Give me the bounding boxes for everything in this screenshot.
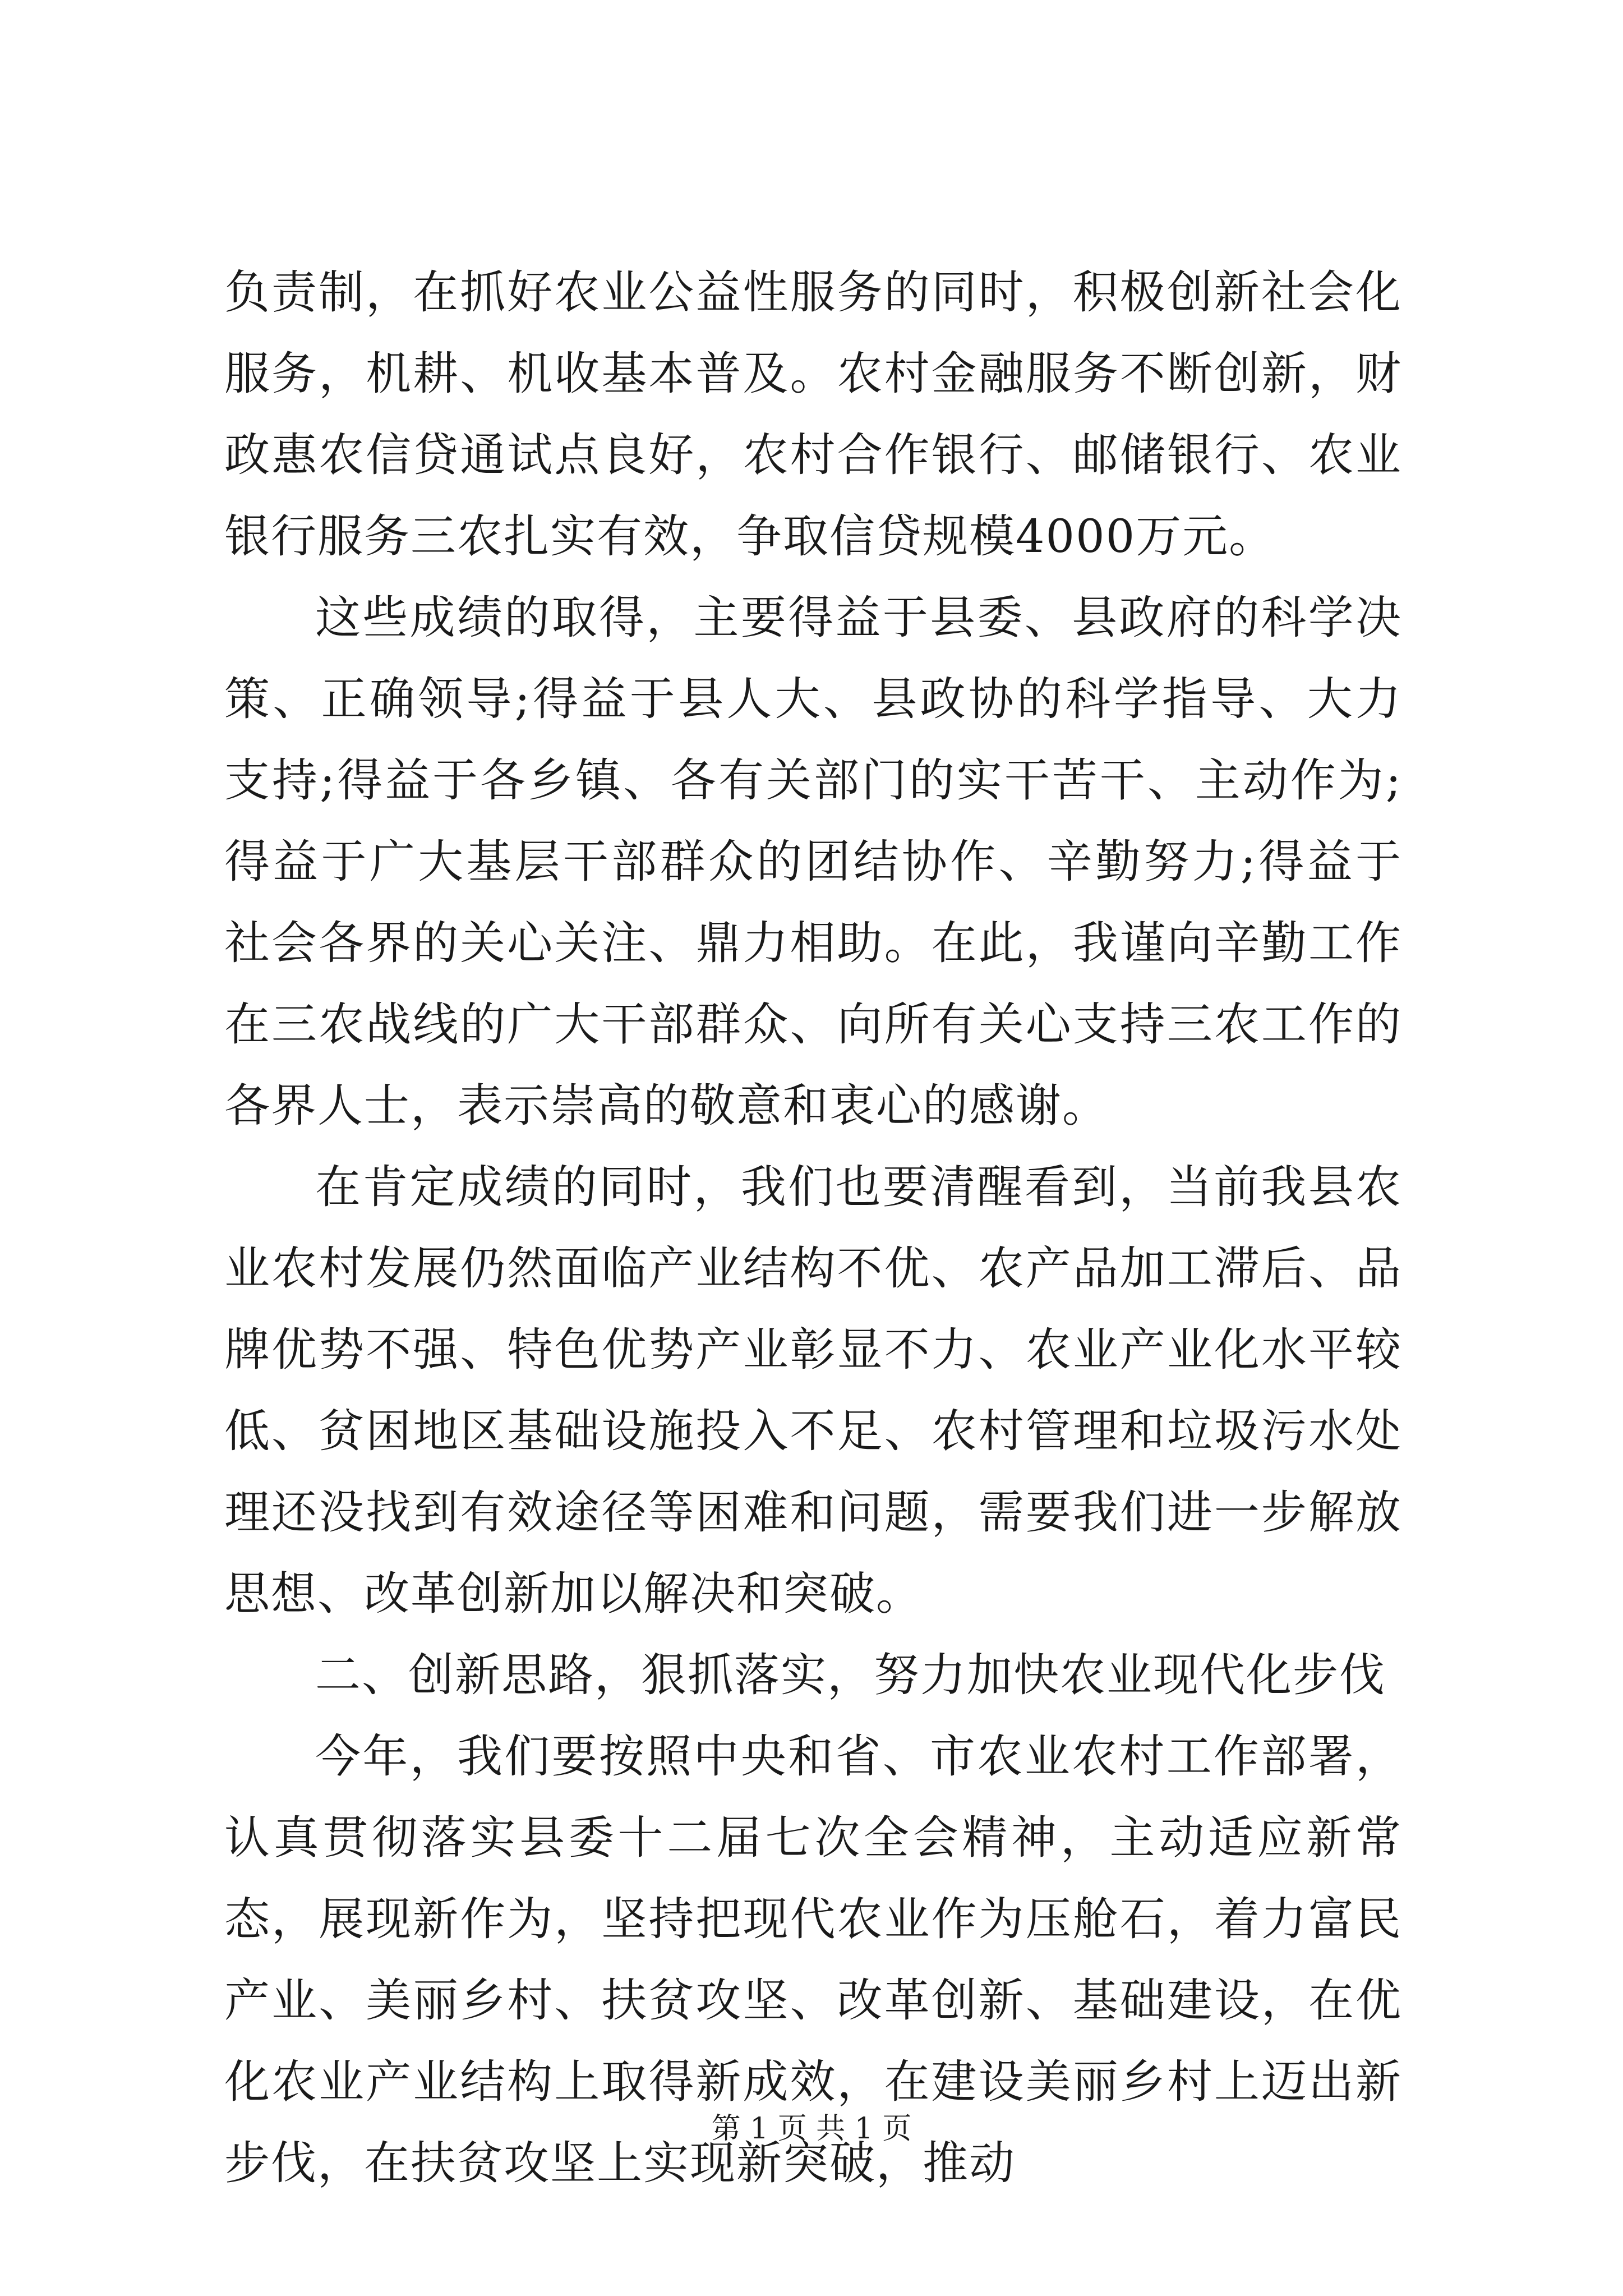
paragraph-achievements: 这些成绩的取得，主要得益于县委、县政府的科学决策、正确领导;得益于县人大、县政协的科学指导、大力支持;得益于各乡镇、各有关部门的实干苦干、主动作为;得益于广大基层干部群众的团结协作、辛勤努力;得益于社会各界的关心关注、鼎力相助。在此，我谨向辛勤工作在三农战线的广大干部群众、向所有关心支持三农工作的各界人士，表示崇高的敬意和衷心的感谢。 xyxy=(224,592,1402,1133)
page-footer: 第 1 页 共 1 页 xyxy=(711,2112,912,2146)
paragraph-this-year: 今年，我们要按照中央和省、市农业农村工作部署，认真贯彻落实县委十二届七次全会精神，主动适应新常态，展现新作为，坚持把现代农业作为压舱石，着力富民产业、美丽乡村、扶贫攻坚、改革创新、基础建设，在优化农业产业结构上取得新成效，在建设美丽乡村上迈出新步伐，在扶贫攻坚上实现新突破，推动 xyxy=(224,1731,1402,2190)
document-body xyxy=(224,252,1402,2205)
paragraph-continued: 负责制，在抓好农业公益性服务的同时，积极创新社会化服务，机耕、机收基本普及。农村金融服务不断创新，财政惠农信贷通试点良好，农村合作银行、邮储银行、农业银行服务三农扎实有效，争取信贷规模4000万元。 xyxy=(224,266,1402,563)
section-heading: 二、创新思路，狠抓落实，努力加快农业现代化步伐 xyxy=(315,1649,1386,1702)
paragraph-problems: 在肯定成绩的同时，我们也要清醒看到，当前我县农业农村发展仍然面临产业结构不优、农产品加工滞后、品牌优势不强、特色优势产业彰显不力、农业产业化水平较低、贫困地区基础设施投入不足、农村管理和垃圾污水处理还没找到有效途径等困难和问题，需要我们进一步解放思想、改革创新加以解决和突破。 xyxy=(224,1161,1402,1621)
